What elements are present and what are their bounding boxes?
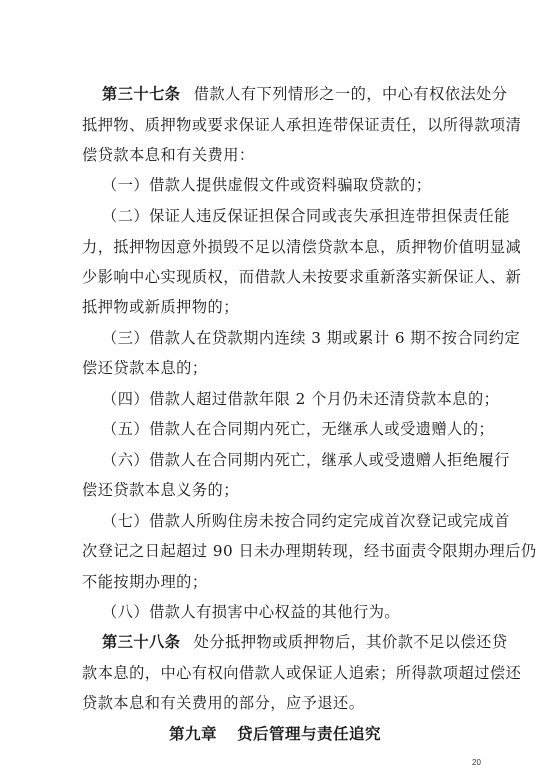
item-2-line-4: 抵押物或新质押物的； (82, 298, 239, 316)
item-2-line-3: 少影响中心实现质权，而借款人未按要求重新落实新保证人、新 (82, 268, 522, 286)
item-7-line-2: 次登记之日起超过 90 日未办理期转现，经书面责令限期办理后仍 (82, 542, 537, 560)
article-37-line-3: 偿贷款本息和有关费用： (82, 146, 255, 164)
item-6-line-2: 偿还贷款本息义务的； (82, 481, 239, 499)
item-2-line-2: 力，抵押物因意外损毁不足以清偿贷款本息，质押物价值明显减 (82, 238, 522, 256)
article-38-line-1 (102, 631, 508, 653)
item-2-line-1: （二）保证人违反保证担保合同或丧失承担连带担保责任能 (102, 207, 510, 225)
article-38-line-2: 款本息的，中心有权向借款人或保证人追索；所得款项超过偿还 (82, 664, 522, 682)
item-3-line-2: 偿还贷款本息的； (82, 359, 208, 377)
item-7-line-3: 不能按期办理的； (82, 573, 208, 591)
page-number: 20 (472, 758, 481, 767)
article-38-line-3: 贷款本息和有关费用的部分，应予退还。 (82, 694, 365, 712)
chapter-heading (0, 722, 550, 744)
item-7-line-1: （七）借款人所购住房未按合同约定完成首次登记或完成首 (102, 512, 510, 530)
article-37-heading: 第三十七条 (102, 85, 181, 103)
article-38-text: 处分抵押物或质押物后，其价款不足以偿还贷 (193, 633, 508, 651)
item-5-line-1: （五）借款人在合同期内死亡，无继承人或受遗赠人的； (102, 420, 495, 438)
chapter-number: 第九章 (169, 725, 218, 743)
item-3-line-1: （三）借款人在贷款期内连续 3 期或累计 6 期不按合同约定 (102, 329, 521, 347)
item-8-line-1: （八）借款人有损害中心权益的其他行为。 (102, 603, 401, 621)
article-38-heading: 第三十八条 (102, 633, 181, 651)
chapter-title: 贷后管理与责任追究 (236, 725, 381, 743)
item-1-line-1: （一）借款人提供虚假文件或资料骗取贷款的； (102, 176, 432, 194)
article-37-text: 借款人有下列情形之一的，中心有权依法处分 (193, 85, 508, 103)
item-6-line-1: （六）借款人在合同期内死亡，继承人或受遗赠人拒绝履行 (102, 451, 510, 469)
article-37-line-1 (102, 83, 508, 105)
item-4-line-1: （四）借款人超过借款年限 2 个月仍未还清贷款本息的； (102, 390, 500, 408)
article-37-line-2: 抵押物、质押物或要求保证人承担连带保证责任，以所得款项清 (82, 116, 522, 134)
